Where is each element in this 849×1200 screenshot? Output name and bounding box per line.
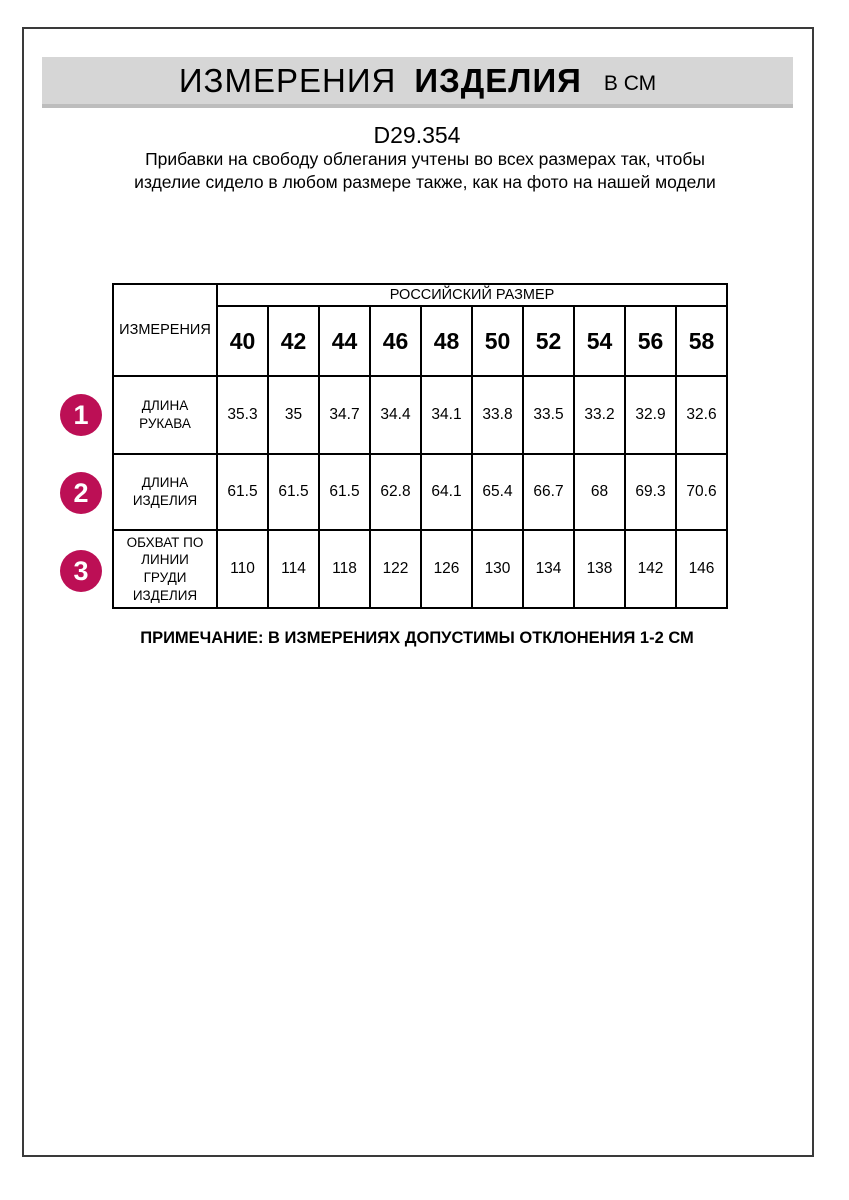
table-cell: 34.7 xyxy=(319,376,370,454)
size-column-header: 52 xyxy=(523,306,574,376)
corner-header-measurements: ИЗМЕРЕНИЯ xyxy=(113,284,217,376)
table-cell: 33.2 xyxy=(574,376,625,454)
row-label-garment-length: ДЛИНА ИЗДЕЛИЯ xyxy=(113,454,217,530)
size-column-header: 42 xyxy=(268,306,319,376)
table-cell: 62.8 xyxy=(370,454,421,530)
size-column-header: 44 xyxy=(319,306,370,376)
table-cell: 138 xyxy=(574,530,625,608)
size-column-header: 46 xyxy=(370,306,421,376)
row-label-sleeve-length: ДЛИНА РУКАВА xyxy=(113,376,217,454)
row-marker-2: 2 xyxy=(60,472,102,514)
table-cell: 142 xyxy=(625,530,676,608)
table-cell: 114 xyxy=(268,530,319,608)
table-cell: 35 xyxy=(268,376,319,454)
table-cell: 70.6 xyxy=(676,454,727,530)
product-code: D29.354 xyxy=(373,122,461,148)
table-cell: 69.3 xyxy=(625,454,676,530)
title-word-product: ИЗДЕЛИЯ xyxy=(414,61,582,99)
table-cell: 66.7 xyxy=(523,454,574,530)
size-column-header: 58 xyxy=(676,306,727,376)
table-row-garment-length xyxy=(113,454,727,530)
title-units-suffix: В СМ xyxy=(603,71,657,95)
table-cell: 110 xyxy=(217,530,268,608)
row-marker-1: 1 xyxy=(60,394,102,436)
table-cell: 64.1 xyxy=(421,454,472,530)
table-cell: 61.5 xyxy=(268,454,319,530)
size-column-header: 48 xyxy=(421,306,472,376)
fit-description: Прибавки на свободу облегания учтены во всех размерах так, чтобы изделие сидело в любом размере также, как на фото на нашей модели xyxy=(134,149,716,193)
row-marker-3: 3 xyxy=(60,550,102,592)
table-cell: 130 xyxy=(472,530,523,608)
table-cell: 65.4 xyxy=(472,454,523,530)
table-cell: 33.5 xyxy=(523,376,574,454)
table-cell: 126 xyxy=(421,530,472,608)
table-cell: 134 xyxy=(523,530,574,608)
table-cell: 33.8 xyxy=(472,376,523,454)
size-column-header: 54 xyxy=(574,306,625,376)
size-column-header: 50 xyxy=(472,306,523,376)
size-measurements-table xyxy=(112,283,728,609)
table-cell: 146 xyxy=(676,530,727,608)
table-cell: 61.5 xyxy=(319,454,370,530)
size-column-header: 40 xyxy=(217,306,268,376)
title-banner xyxy=(42,57,793,108)
table-cell: 32.6 xyxy=(676,376,727,454)
row-label-chest-girth: ОБХВАТ ПО ЛИНИИ ГРУДИ ИЗДЕЛИЯ xyxy=(113,530,217,608)
tolerance-note: ПРИМЕЧАНИЕ: В ИЗМЕРЕНИЯХ ДОПУСТИМЫ ОТКЛОНЕНИЯ 1-2 СМ xyxy=(140,629,694,647)
table-cell: 34.4 xyxy=(370,376,421,454)
table-cell: 118 xyxy=(319,530,370,608)
table-cell: 32.9 xyxy=(625,376,676,454)
table-row-chest-girth xyxy=(113,530,727,608)
group-header-russian-size: РОССИЙСКИЙ РАЗМЕР xyxy=(217,284,727,306)
table-cell: 61.5 xyxy=(217,454,268,530)
table-cell: 122 xyxy=(370,530,421,608)
table-row-sleeve-length xyxy=(113,376,727,454)
table-cell: 34.1 xyxy=(421,376,472,454)
table-cell: 35.3 xyxy=(217,376,268,454)
size-column-header: 56 xyxy=(625,306,676,376)
title-word-measurements: ИЗМЕРЕНИЯ xyxy=(178,61,397,99)
table-cell: 68 xyxy=(574,454,625,530)
